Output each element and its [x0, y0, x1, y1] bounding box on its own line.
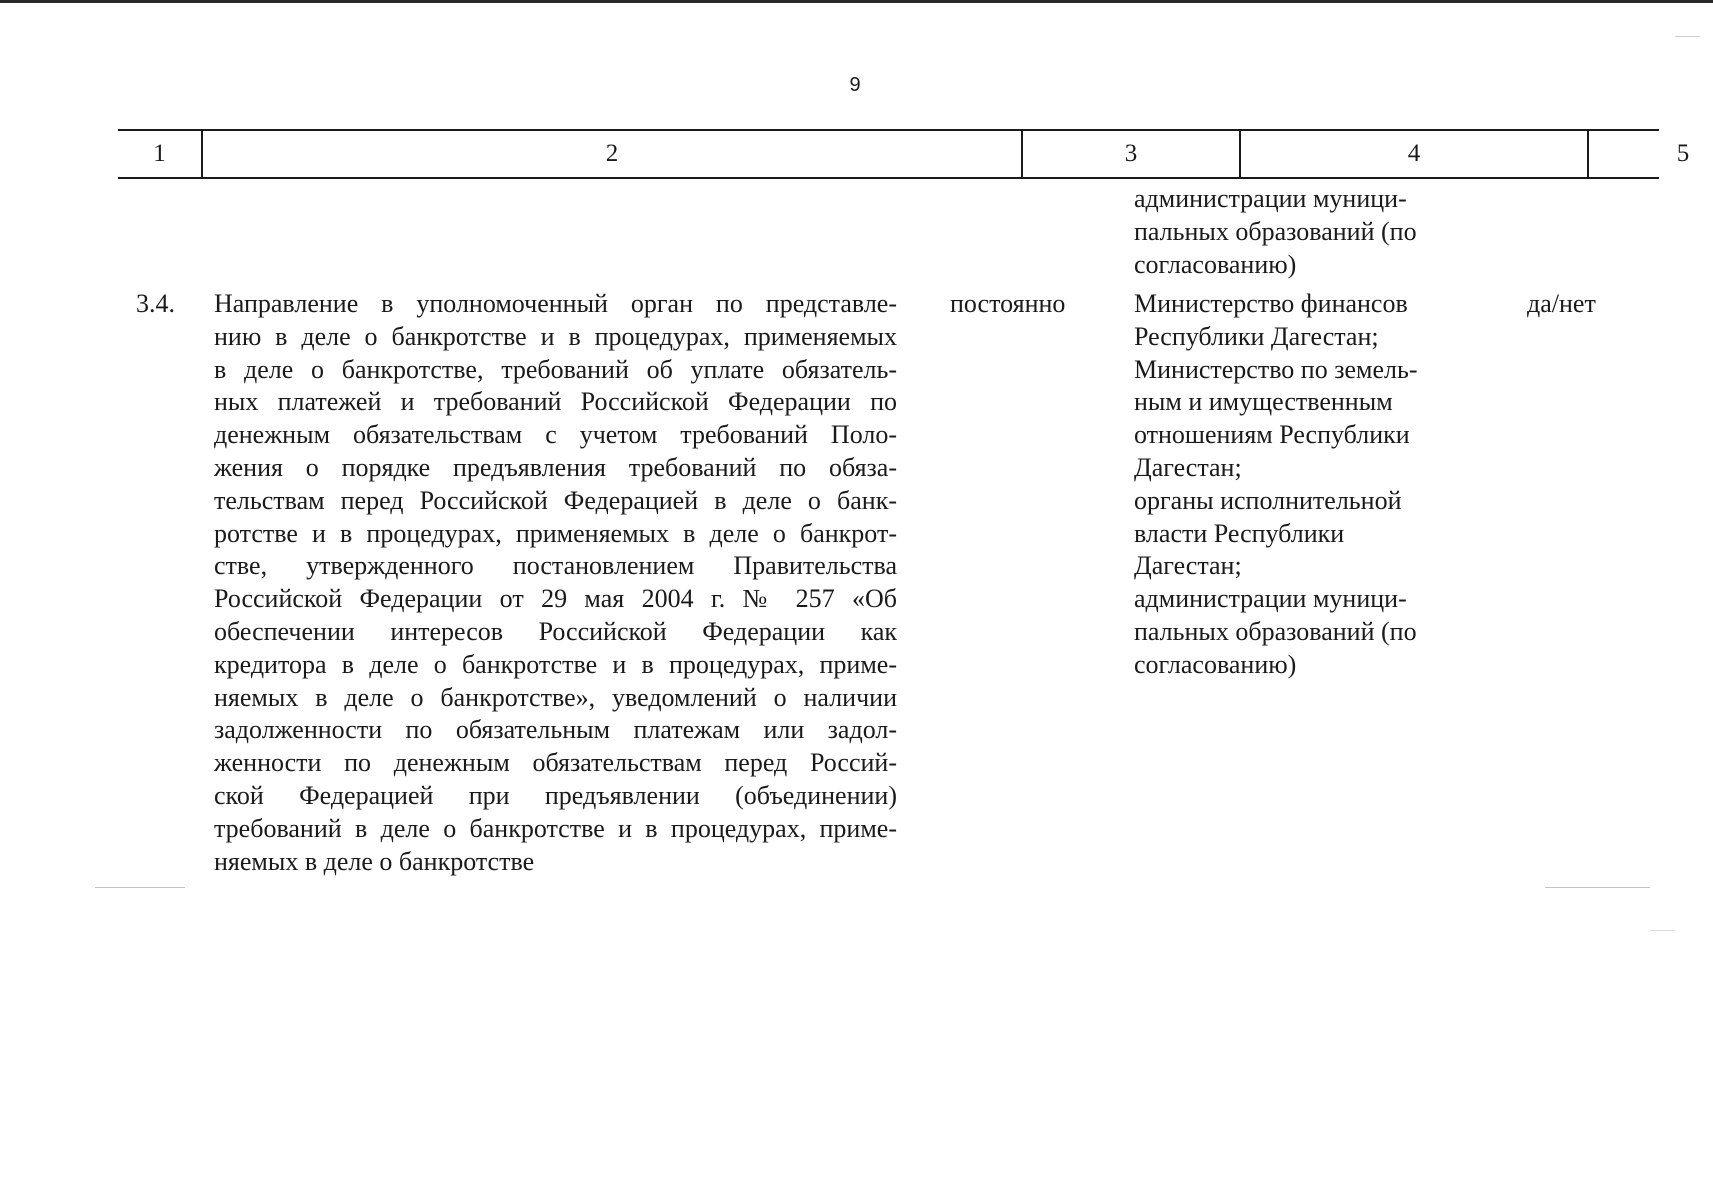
- table-header-row: [118, 129, 1690, 179]
- text-line: няемых в деле о банкротстве: [214, 846, 535, 876]
- text-line: пальных образований (по: [1134, 216, 1417, 246]
- text-line: администрации муници-: [1134, 584, 1407, 614]
- text-line: кредитора в деле о банкротстве и в процедурах, приме-: [214, 649, 897, 679]
- text-line: денежным обязательствам с учетом требований Поло-: [214, 420, 897, 450]
- text-line: Дагестан;: [1134, 551, 1242, 581]
- text-line: ротстве и в процедурах, применяемых в деле о банкрот-: [214, 518, 897, 548]
- continuation-responsible-cell: [1134, 183, 1474, 281]
- row-term-cell: постоянно: [950, 289, 1066, 318]
- text-line: ных платежей и требований Российской Федерации по: [214, 387, 897, 417]
- text-line: требований в деле о банкротстве и в процедурах, приме-: [214, 813, 897, 843]
- row-responsible-cell: [1134, 288, 1474, 682]
- row-indicator-cell: да/нет: [1527, 289, 1596, 318]
- text-line: администрации муници-: [1134, 184, 1407, 213]
- scan-artifact: [1650, 930, 1675, 931]
- scan-top-edge: [0, 0, 1713, 3]
- text-line: Дагестан;: [1134, 452, 1242, 482]
- text-line: Министерство по земель-: [1134, 354, 1418, 384]
- text-line: няемых в деле о банкротстве», уведомлений о наличии: [214, 682, 897, 712]
- scan-artifact: [1545, 887, 1650, 888]
- text-line: в деле о банкротстве, требований об уплате обязатель-: [214, 354, 897, 384]
- text-line: женности по денежным обязательствам перед Россий-: [214, 748, 897, 778]
- header-col-2: 2: [605, 140, 619, 167]
- text-line: жения о порядке предъявления требований по обяза-: [214, 452, 897, 482]
- text-line: обеспечении интересов Российской Федерации как: [214, 616, 897, 646]
- text-line: ным и имущественным: [1134, 387, 1393, 417]
- text-line: отношениям Республики: [1134, 420, 1410, 450]
- text-line: Республики Дагестан;: [1134, 321, 1379, 351]
- page-number: 9: [849, 74, 861, 96]
- text-line: согласованию): [1134, 649, 1297, 679]
- text-line: согласованию): [1134, 249, 1297, 279]
- row-description-cell: [214, 288, 897, 878]
- text-line: тельствам перед Российской Федерацией в деле о банк-: [214, 485, 897, 515]
- text-line: пальных образований (по: [1134, 616, 1417, 646]
- header-col-1: 1: [153, 140, 166, 167]
- text-line: ской Федерацией при предъявлении (объединении): [214, 780, 897, 810]
- text-line: Направление в уполномоченный орган по представле-: [214, 289, 897, 318]
- text-line: Министерство финансов: [1134, 289, 1408, 318]
- header-col-4: 4: [1407, 140, 1421, 167]
- header-col-5: 5: [1676, 140, 1690, 167]
- text-line: власти Республики: [1134, 518, 1345, 548]
- scan-artifact: [1675, 36, 1700, 37]
- text-line: стве, утвержденного постановлением Правительства: [214, 551, 897, 581]
- text-line: задолженности по обязательным платежам или задол-: [214, 715, 897, 745]
- row-number: 3.4.: [136, 289, 175, 318]
- text-line: органы исполнительной: [1134, 485, 1402, 515]
- text-line: нию в деле о банкротстве и в процедурах, применяемых: [214, 321, 897, 351]
- text-line: Российской Федерации от 29 мая 2004 г. № 257 «Об: [214, 584, 897, 614]
- scan-artifact: [95, 887, 185, 888]
- header-col-3: 3: [1124, 140, 1138, 167]
